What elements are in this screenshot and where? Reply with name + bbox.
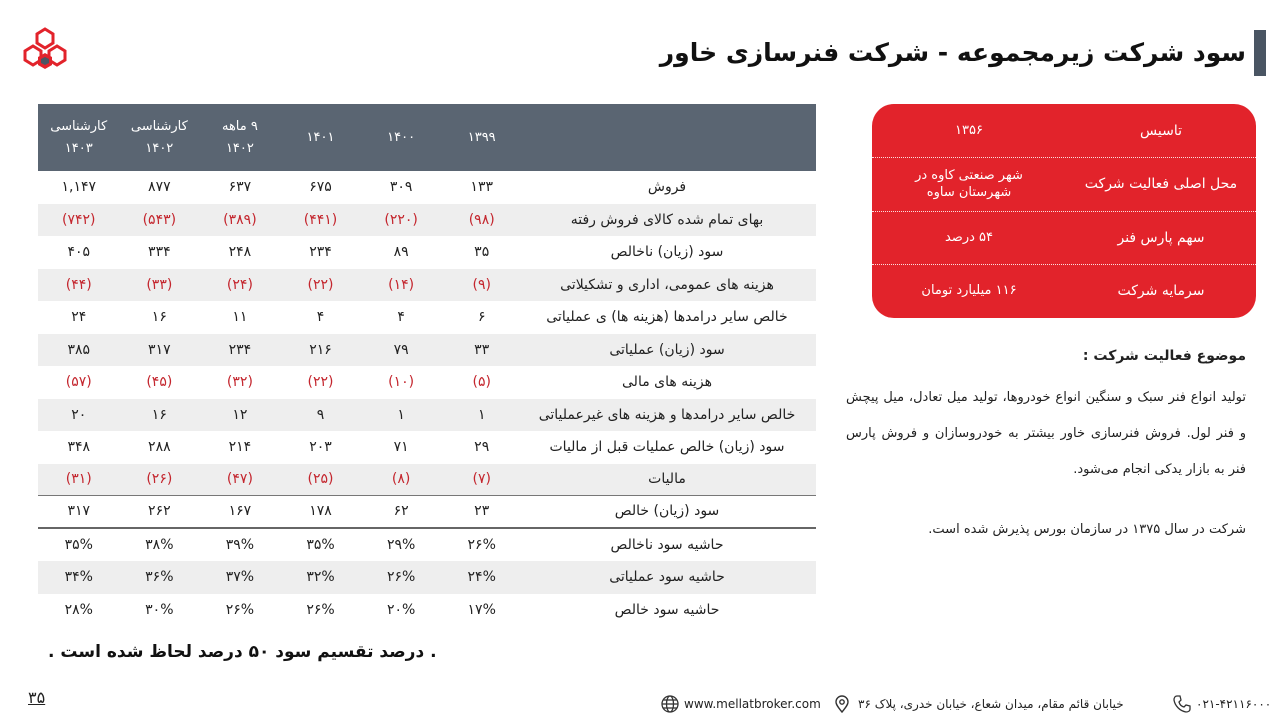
info-row-share [872,211,1256,264]
table-row [38,594,816,627]
table-cell: (۲۲) [307,276,334,293]
table-cell: ۱ [477,406,486,423]
footer-website[interactable] [660,692,821,716]
table-cell: ۷۹ [393,341,409,358]
table-cell: ۳۸% [145,536,174,553]
page-title: سود شرکت زیرمجموعه - شرکت فنرسازی خاور [659,38,1246,67]
table-cell: ۱۱ [232,309,248,326]
table-row [38,236,816,269]
table-cell: ۳۸۵ [67,341,91,358]
table-cell: (۸) [391,471,411,488]
info-value: ۵۴ درصد [944,230,994,245]
globe-icon [660,694,680,714]
footer-contact-bar [660,692,1272,716]
table-row [38,464,816,497]
location-pin-icon [832,694,852,714]
table-cell: ۳۲% [306,569,335,586]
table-cell: (۱۴) [388,276,415,293]
row-label: سود (زیان) خالص عملیات قبل از مالیات [549,439,785,456]
table-cell: ۲۴% [467,569,496,586]
header-cell: ۹ ماهه ۱۴۰۲ [221,118,258,156]
table-cell: ۲۶% [225,601,255,618]
info-key: سرمایه شرکت [1117,282,1205,299]
phone-icon [1172,694,1192,714]
table-cell: ۷۱ [393,439,409,456]
table-cell: ۱۳۳ [470,179,493,196]
info-value: ۱۱۶ میلیارد تومان [921,283,1017,298]
table-row [38,496,816,529]
table-cell: (۱۰) [388,374,415,391]
row-label: حاشیه سود خالص [614,601,720,618]
table-cell: (۳۱) [65,471,92,488]
table-cell: ۲۱۶ [309,341,332,358]
page-number: ۳۵ [28,688,46,707]
table-cell: ۳۵% [306,536,335,553]
row-label: خالص سایر درامدها و هزینه های غیرعملیاتی [538,406,796,423]
table-cell: ۲۳ [474,503,490,520]
table-cell: ۱ [397,406,405,423]
table-cell: (۴۴۱) [303,211,338,228]
table-cell: ۳۱۷ [148,341,171,358]
address-text: خیابان قائم مقام، میدان شعاع، خیابان خدری، پلاک ۳۶ [858,697,1124,711]
table-cell: ۳۶% [145,569,174,586]
row-label: حاشیه سود ناخالص [610,536,724,553]
table-cell: ۲۸% [64,601,93,618]
activity-heading: موضوع فعالیت شرکت : [1082,348,1246,364]
table-cell: ۸۹ [393,244,409,261]
table-cell: ۳۴% [64,569,93,586]
table-cell: ۲۹% [386,536,416,553]
table-cell: (۲۲۰) [384,211,418,228]
table-cell: (۴۵) [146,374,173,391]
table-cell: ۸۷۷ [148,179,171,196]
table-cell: (۲۶) [146,471,173,488]
row-label: مالیات [648,471,686,488]
table-cell: ۲۰ [71,406,87,423]
row-label: بهای تمام شده کالای فروش رفته [570,211,764,228]
table-cell: ۳۵% [64,536,93,553]
table-row [38,529,816,562]
table-cell: ۲۹ [474,439,490,456]
header-cell: ۱۳۹۹ [467,129,496,145]
info-row-location [872,157,1256,210]
title-accent-bar [1254,30,1266,76]
table-cell: ۶۳۷ [228,179,252,196]
table-cell: ۱۷۸ [309,503,332,520]
table-cell: (۲۲) [307,374,334,391]
table-cell: ۴ [397,309,405,326]
table-cell: ۳۴۸ [67,439,91,456]
table-cell: ۱۶۷ [228,503,252,520]
table-row [38,269,816,302]
table-cell: ۳۰% [145,601,174,618]
table-cell: (۵۷) [65,374,92,391]
table-cell: ۲۶% [386,569,416,586]
table-cell: (۵۴۳) [142,211,177,228]
table-row [38,301,816,334]
footer-address [832,692,1124,716]
table-cell: ۳۳ [474,341,490,358]
header-cell: کارشناسی ۱۴۰۳ [50,118,108,156]
table-cell: (۲۵) [307,471,334,488]
table-cell: ۲۱۴ [228,439,252,456]
dividend-footnote: . درصد تقسیم سود ۵۰ درصد لحاظ شده است . [48,642,437,662]
row-label: فروش [647,179,687,196]
table-cell: (۴۴) [65,276,92,293]
income-statement-table [38,104,816,626]
row-label: هزینه های مالی [622,374,712,391]
table-cell: (۹۸) [468,211,495,228]
header-cell: ۱۴۰۰ [387,129,416,145]
table-cell: ۱۶ [151,406,167,423]
table-cell: ۳۷% [225,569,255,586]
header-cell: ۱۴۰۱ [306,129,335,145]
info-value: شهر صنعتی کاوه در شهرستان ساوه [915,167,1023,200]
table-row [38,399,816,432]
table-cell: ۶۲ [393,503,409,520]
row-label: سود (زیان) ناخالص [610,244,724,261]
info-key: محل اصلی فعالیت شرکت [1084,175,1238,192]
row-label: حاشیه سود عملیاتی [609,569,725,586]
table-cell: ۱,۱۴۷ [61,179,96,196]
table-row [38,431,816,464]
table-row [38,334,816,367]
table-cell: ۲۶۲ [148,503,171,520]
info-key: سهم پارس فنر [1117,229,1205,246]
bourse-listing-note: شرکت در سال ۱۳۷۵ در سازمان بورس پذیرش شده است. [928,522,1246,537]
table-cell: ۳۵ [474,244,490,261]
table-cell: (۷) [472,471,491,488]
company-logo-icon [22,26,68,76]
table-cell: ۹ [316,406,325,423]
footer-phone[interactable] [1172,692,1271,716]
table-cell: (۵) [472,374,491,391]
row-label: سود (زیان) عملیاتی [609,341,725,358]
table-row [38,204,816,237]
table-cell: ۴ [316,309,325,326]
table-cell: (۳۳) [146,276,173,293]
table-row [38,561,816,594]
info-row-founded [872,104,1256,157]
table-cell: ۲۰۳ [309,439,332,456]
website-link[interactable]: www.mellatbroker.com [684,697,821,711]
table-cell: (۳۸۹) [223,211,257,228]
table-row [38,171,816,204]
table-cell: (۹) [472,276,491,293]
table-cell: ۲۶% [306,601,335,618]
table-cell: (۴۷) [226,471,253,488]
info-value: ۱۳۵۶ [955,123,983,138]
company-info-card [872,104,1256,318]
row-label: هزینه های عمومی، اداری و تشکیلاتی [560,276,774,293]
table-row [38,366,816,399]
table-cell: (۳۲) [226,374,253,391]
table-cell: ۱۲ [232,406,248,423]
table-cell: ۳۳۴ [148,244,171,261]
info-key: تاسیس [1140,122,1182,139]
table-cell: ۴۰۵ [67,244,91,261]
table-cell: ۳۰۹ [389,179,413,196]
table-cell: ۳۱۷ [67,503,91,520]
table-cell: ۲۸۸ [148,439,171,456]
row-label: خالص سایر درامدها (هزینه ها) ی عملیاتی [546,309,788,326]
table-cell: (۷۴۲) [61,211,96,228]
table-cell: ۳۹% [225,536,255,553]
table-cell: ۲۴ [71,309,87,326]
table-cell: ۶ [477,309,486,326]
header-cell: کارشناسی ۱۴۰۲ [130,118,188,156]
table-cell: ۲۶% [467,536,496,553]
info-row-capital [872,264,1256,317]
row-label: سود (زیان) خالص [614,503,720,520]
table-cell: ۱۶ [151,309,167,326]
activity-description: تولید انواع فنر سبک و سنگین انواع خودروها، تولید میل تعادل، میل پیچش و فنر لول. فروش فنرسازی خاور بیشتر به خودروسازان و فروش پارس فنر به بازار یدکی انجام می‌شود. [846,390,1246,477]
table-header [38,104,816,171]
table-cell: ۲۰% [386,601,416,618]
table-cell: ۱۷% [467,601,496,618]
table-cell: ۲۴۸ [228,244,252,261]
table-cell: ۲۳۴ [309,244,332,261]
table-cell: (۲۴) [226,276,253,293]
table-cell: ۶۷۵ [309,179,332,196]
table-cell: ۲۳۴ [228,341,252,358]
phone-number[interactable]: ۰۲۱-۴۲۱۱۶۰۰۰ [1196,697,1272,711]
